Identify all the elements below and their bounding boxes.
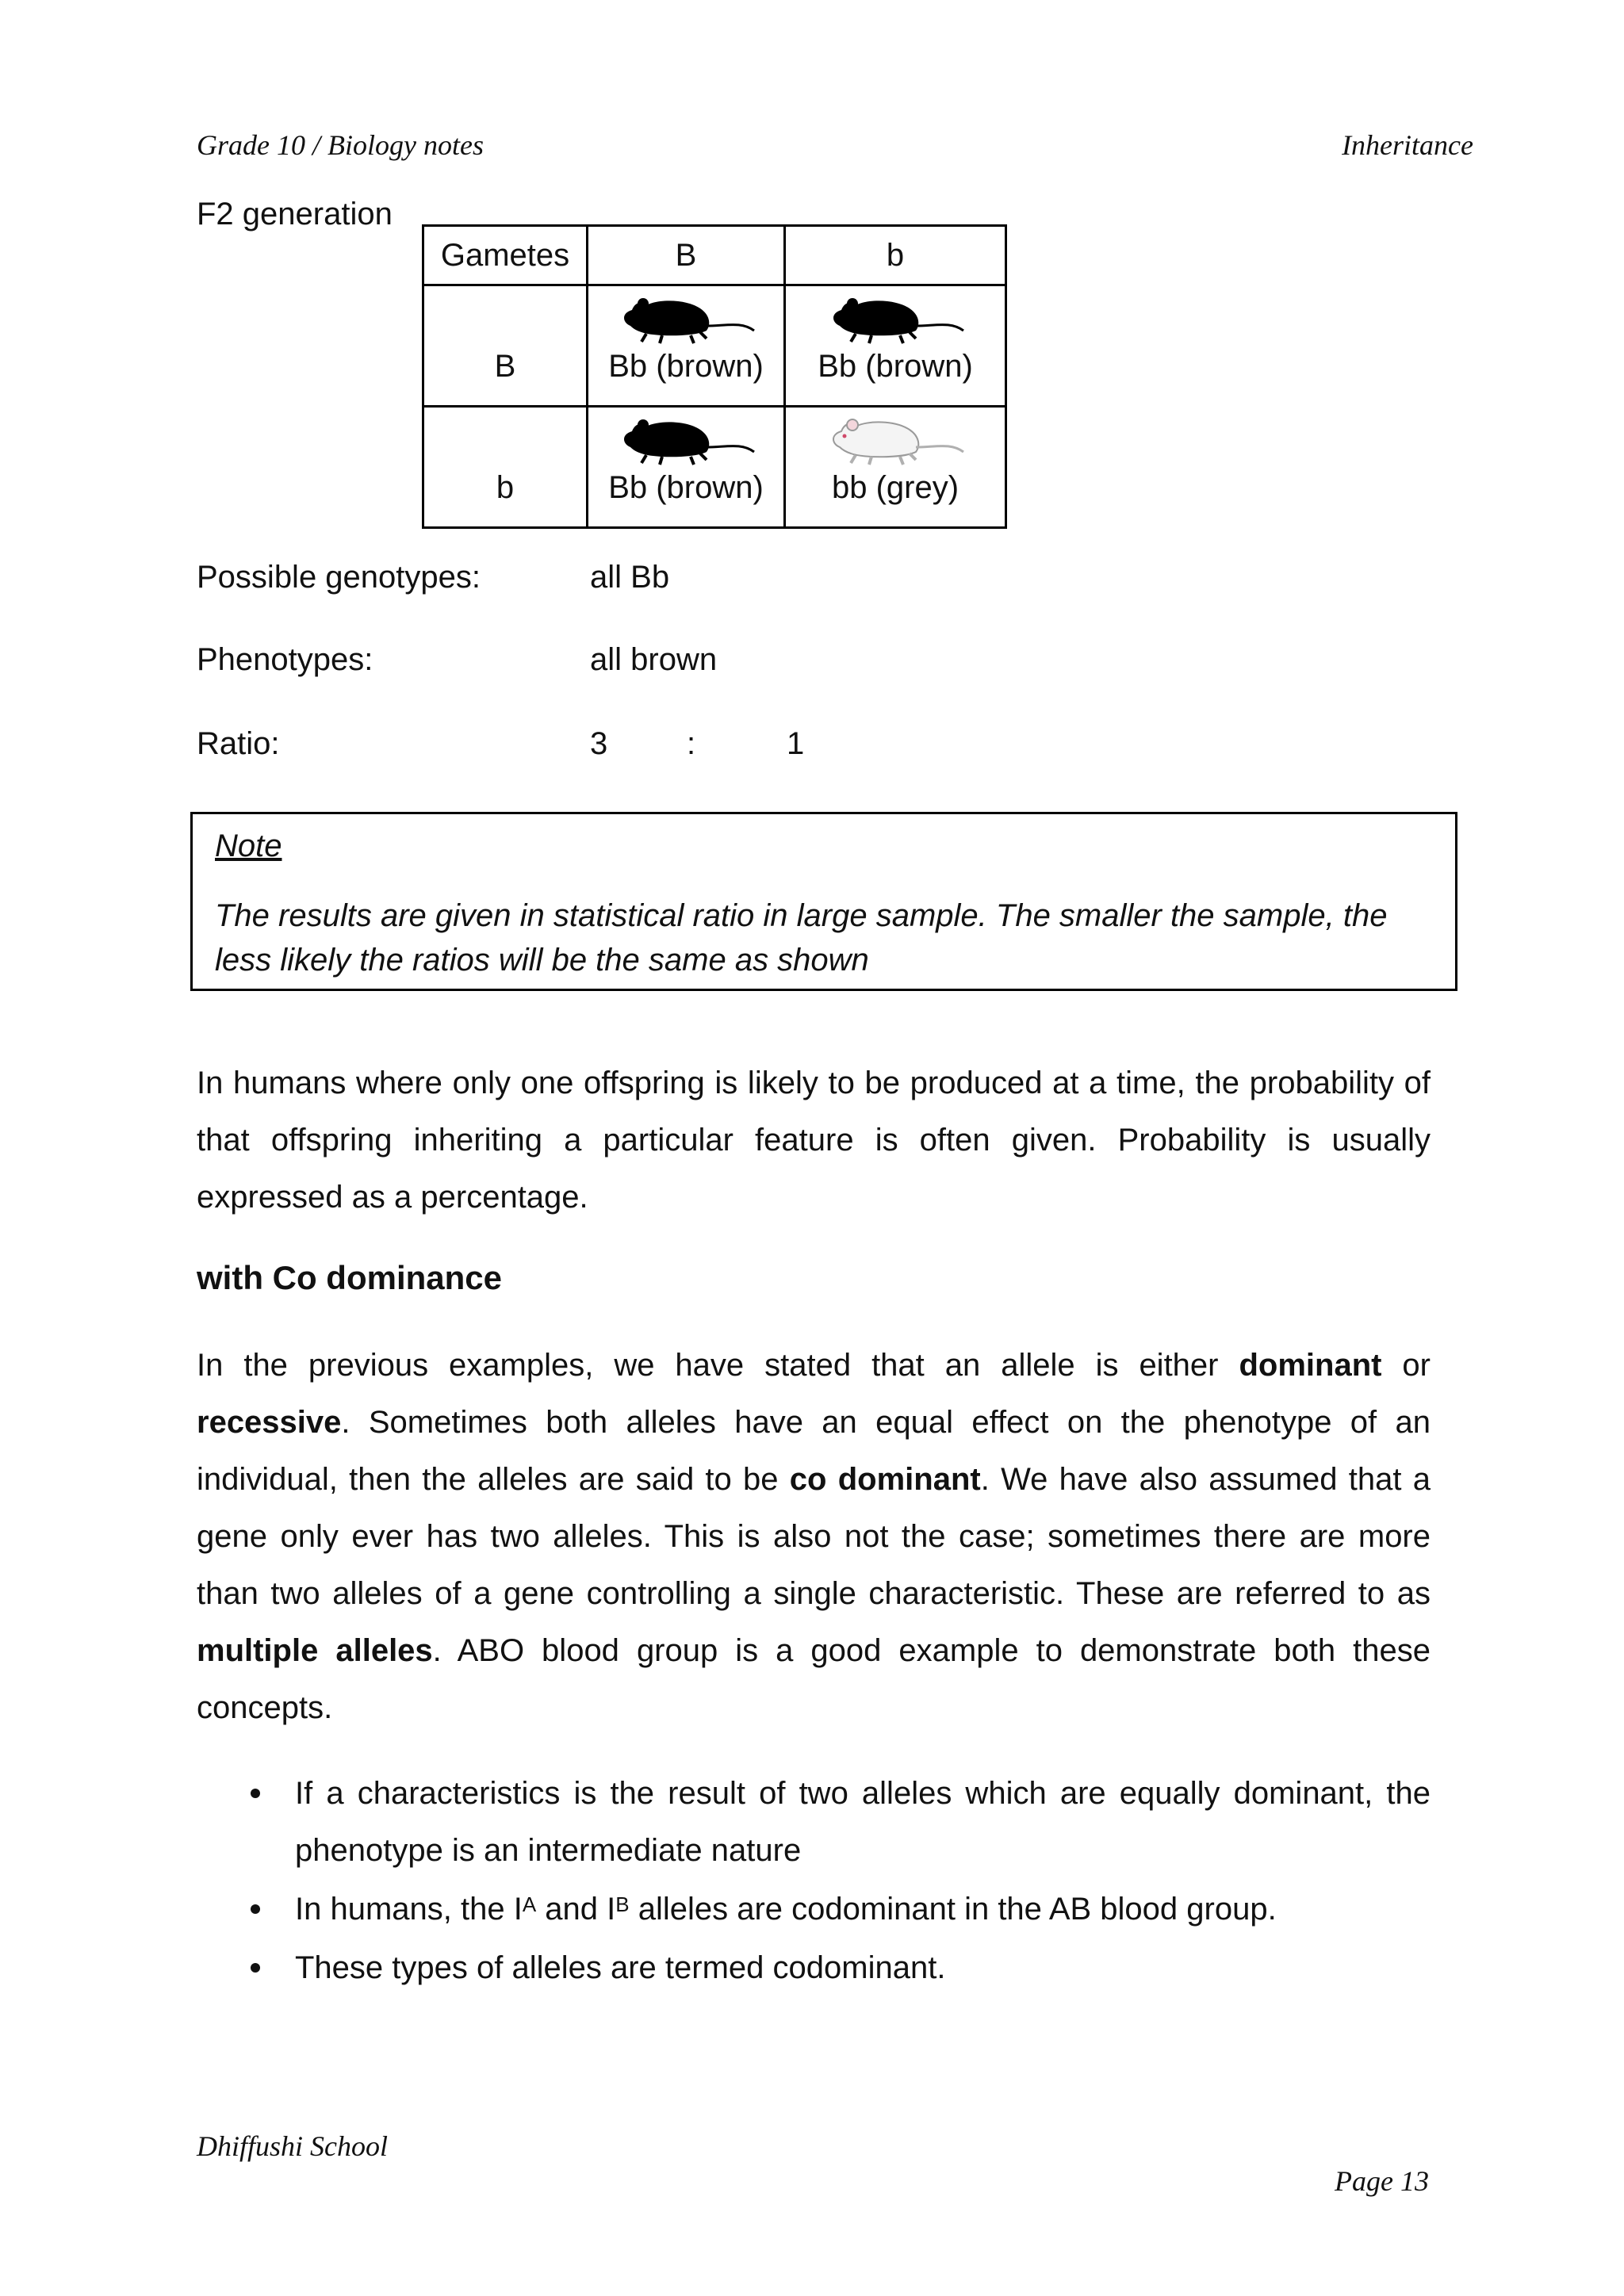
term-multiple-alleles: multiple alleles — [197, 1633, 433, 1668]
bullet-dot — [251, 1904, 260, 1914]
punnett-square — [422, 224, 1007, 529]
ratio-right: 1 — [787, 726, 805, 761]
bullet-dot — [251, 1789, 260, 1798]
term-recessive: recessive — [197, 1405, 342, 1440]
row-header-B: B — [423, 285, 588, 407]
bullet-item-intermediate: If a characteristics is the result of two alleles which are equally dominant, the phenotype is an intermediate nature — [295, 1776, 1431, 1868]
header-right: Inheritance — [1342, 129, 1473, 161]
bullet-dot — [251, 1963, 260, 1973]
cell-bb: bb (grey) — [785, 407, 1006, 528]
footer-school: Dhiffushi School — [197, 2130, 388, 2162]
col-header-B: B — [588, 226, 785, 285]
row-header-b: b — [423, 407, 588, 528]
phenotypes-value: all brown — [590, 642, 718, 677]
note-box — [190, 812, 1457, 991]
cell-Bb-bottom: Bb (brown) — [588, 407, 785, 528]
probability-paragraph: In humans where only one offspring is likely to be produced at a time, the probability of that offspring inheriting a particular feature is often given. Probability is usually expressed as a percentage. — [197, 1066, 1431, 1215]
brown-mouse-icon — [615, 412, 757, 473]
term-dominant: dominant — [1239, 1348, 1382, 1383]
cell-BB: Bb (brown) — [588, 285, 785, 407]
bullet-item-codominant: These types of alleles are termed codominant. — [295, 1950, 946, 1985]
note-title: Note — [215, 828, 282, 863]
gametes-header: Gametes — [423, 226, 588, 285]
f2-generation-label: F2 generation — [197, 197, 393, 232]
codominance-paragraph: In the previous examples, we have stated that an allele is either dominant or recessive. Sometimes both alleles have an equal effect on the phenotype of an individual, then the alleles are said to be co dominant. We have also assumed that a gene only ever has two alleles. This is also not the case; sometimes there are more than two alleles of a gene controlling a single characteristic. These are referred to as multiple alleles. ABO blood group is a good example to demonstrate both these concepts. — [197, 1348, 1431, 1725]
ratio-label: Ratio: — [197, 726, 280, 761]
phenotypes-label: Phenotypes: — [197, 642, 373, 677]
brown-mouse-icon — [615, 291, 757, 351]
section-heading: with Co dominance — [197, 1259, 503, 1296]
ratio-separator: : — [687, 726, 696, 761]
grey-mouse-icon — [824, 412, 967, 473]
header-left: Grade 10 / Biology notes — [197, 129, 484, 161]
genotypes-value: all Bb — [590, 560, 670, 595]
footer-page-number: Page 13 — [1335, 2165, 1429, 2197]
col-header-b: b — [785, 226, 1006, 285]
genotypes-label: Possible genotypes: — [197, 560, 481, 595]
note-text: The results are given in statistical ratio in large sample. The smaller the sample, the less likely the ratios will be the same as shown — [215, 898, 1388, 978]
brown-mouse-icon — [824, 291, 967, 351]
cell-Bb-top: Bb (brown) — [785, 285, 1006, 407]
bullet-item-ab-blood: In humans, the $I^A$ and $I^B$ alleles are codominant in the AB blood group. — [295, 1892, 1277, 1927]
term-co-dominant: co dominant — [789, 1462, 981, 1497]
ratio-left: 3 — [590, 726, 608, 761]
